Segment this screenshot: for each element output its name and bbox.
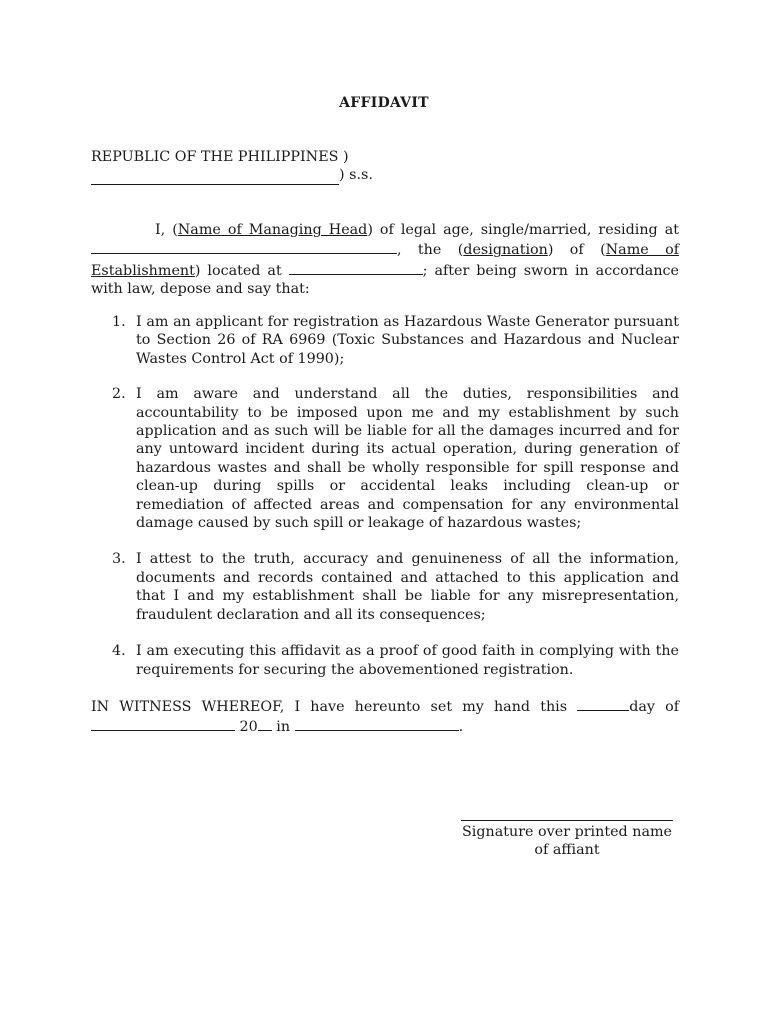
document-title: AFFIDAVIT (339, 95, 429, 111)
witness-text-4: in (276, 719, 291, 736)
witness-paragraph (91, 696, 679, 737)
witness-text-2: day of (629, 699, 680, 715)
item-text: I am an applicant for registration as Hazardous Waste Generator pursuant to Section 26 of RA 6969 (Toxic Substances and Hazardous and Nuclear Wastes Control Act of 1990); (136, 314, 679, 367)
signature-caption-line-1: Signature over printed name (462, 824, 672, 840)
witness-text-3: 20 (239, 719, 258, 736)
venue-blank (91, 170, 339, 185)
item-number: 4. (112, 643, 126, 660)
list-item (91, 642, 679, 679)
item-number: 3. (112, 551, 126, 568)
witness-text-5: . (458, 719, 464, 736)
year-blank (258, 716, 272, 731)
intro-text-3: , the ( (397, 242, 464, 259)
day-blank (577, 696, 629, 711)
residence-blank (91, 239, 397, 254)
item-text: I am aware and understand all the duties, responsibilities and accountability to be imposed upon me and my establishment by such application and as such will be liable for all the damages incurred and for any untoward incident during its actual operation, during generation of hazardous wastes and shall be wholly responsible for spill response and clean-up during spills or accidental leaks including clean-up or remediation of affected areas and compensation for any environmental damage caused by such spill or leakage of hazardous wastes; (136, 386, 679, 532)
intro-text-5: ) located at (194, 262, 282, 279)
list-item (91, 385, 679, 532)
venue-block (91, 148, 391, 185)
intro-text-2: ) of legal age, single/married, residing at (367, 222, 679, 238)
venue-line-2 (91, 166, 391, 184)
signature-caption-line-2: of affiant (534, 842, 600, 859)
item-text: I attest to the truth, accuracy and genuineness of all the information, documents and records contained and attached to this application and that I and my establishment shall be liable for any misrepresentation, fraudulent declaration and all its consequences; (136, 551, 679, 623)
statement-list (91, 313, 679, 679)
intro-text-1: I, ( (155, 222, 178, 238)
venue-line-1: REPUBLIC OF THE PHILIPPINES ) (91, 149, 349, 165)
item-number: 1. (112, 314, 126, 330)
month-blank (91, 716, 235, 731)
intro-paragraph (91, 221, 679, 299)
venue-ss: ) s.s. (339, 167, 373, 184)
intro-text-6: ; after being sworn in accordance with law, depose and say that: (91, 262, 680, 298)
list-item (91, 313, 679, 368)
list-item (91, 550, 679, 624)
signature-caption (452, 823, 682, 860)
establishment-placeholder: Name of Establishment (91, 242, 679, 279)
managing-head-placeholder: Name of Managing Head (177, 222, 368, 238)
signature-line (461, 820, 673, 821)
intro-text-4: ) of ( (547, 242, 606, 259)
place-blank (295, 716, 459, 731)
witness-text-1: IN WITNESS WHEREOF, I have hereunto set my hand this (91, 699, 568, 715)
location-blank (289, 260, 423, 275)
designation-placeholder: designation (463, 242, 548, 259)
item-text: I am executing this affidavit as a proof of good faith in complying with the requirements for securing the abovementioned registration. (136, 643, 679, 678)
item-number: 2. (112, 386, 126, 403)
